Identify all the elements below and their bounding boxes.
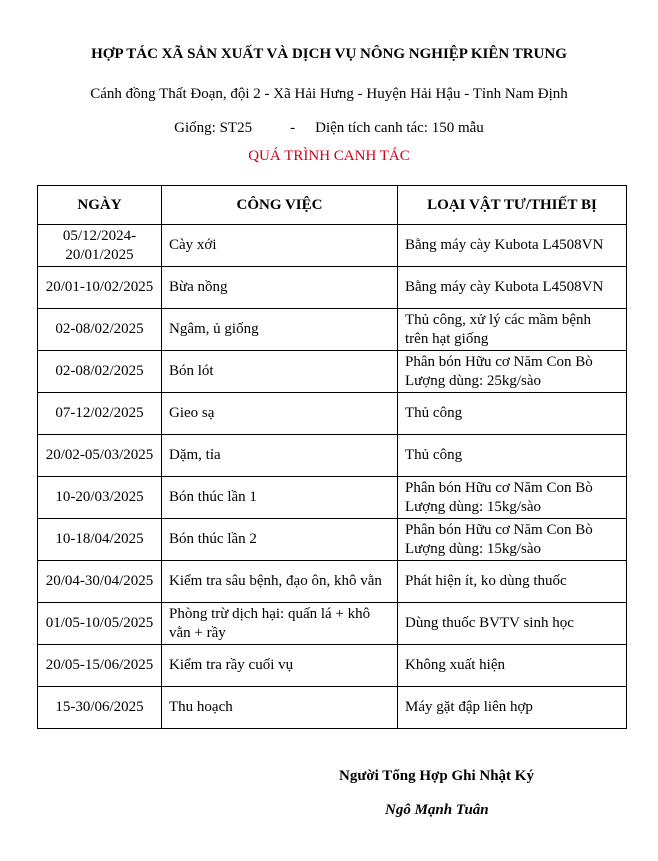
material-cell xyxy=(398,603,627,645)
task-cell xyxy=(162,561,398,603)
column-header-date: NGÀY xyxy=(38,186,162,225)
material-cell xyxy=(398,309,627,351)
date-cell-line: 20/02-05/03/2025 xyxy=(45,447,154,463)
date-cell-line: 02-08/02/2025 xyxy=(55,321,144,337)
table-header-row xyxy=(38,186,627,225)
material-cell-line: Bằng máy cày Kubota L4508VN xyxy=(405,237,604,253)
date-cell xyxy=(38,687,162,729)
date-cell-line: 07-12/02/2025 xyxy=(55,405,144,421)
task-cell xyxy=(162,267,398,309)
table-row xyxy=(38,519,627,561)
material-cell-line: Lượng dùng: 25kg/sào xyxy=(405,372,542,389)
task-cell xyxy=(162,393,398,435)
material-cell-line: Dùng thuốc BVTV sinh học xyxy=(405,615,574,631)
task-cell-line: Thu hoạch xyxy=(169,699,233,715)
task-cell-line: Ngâm, ủ giống xyxy=(169,321,259,337)
date-cell xyxy=(38,561,162,603)
task-cell-line: Kiểm tra sâu bệnh, đạo ôn, khô vằn xyxy=(169,573,382,589)
task-cell-line: Kiểm tra rầy cuối vụ xyxy=(169,657,294,673)
table-row xyxy=(38,225,627,267)
material-cell xyxy=(398,225,627,267)
task-cell-line: Gieo sạ xyxy=(169,405,215,421)
area-label: Diện tích canh tác: 150 mẫu xyxy=(315,120,484,136)
task-cell-line: Cày xới xyxy=(169,237,217,253)
task-cell xyxy=(162,309,398,351)
date-cell-line: 20/04-30/04/2025 xyxy=(45,573,154,589)
task-cell-line: Bừa nồng xyxy=(169,279,228,295)
table-row xyxy=(38,393,627,435)
table-row xyxy=(38,477,627,519)
date-cell xyxy=(38,225,162,267)
material-cell-line: Máy gặt đập liên hợp xyxy=(405,699,533,715)
date-cell-line: 05/12/2024- xyxy=(62,227,137,244)
date-cell xyxy=(38,351,162,393)
material-cell-line: Phân bón Hữu cơ Năm Con Bò xyxy=(405,479,593,496)
table-row xyxy=(38,267,627,309)
date-cell xyxy=(38,645,162,687)
task-cell-line: Phòng trừ dịch hại: quấn lá + khô xyxy=(169,605,371,622)
material-cell xyxy=(398,645,627,687)
material-cell xyxy=(398,477,627,519)
date-cell-line: 10-20/03/2025 xyxy=(55,489,144,505)
table-row xyxy=(38,309,627,351)
date-cell-line: 20/01-10/02/2025 xyxy=(45,279,154,295)
table-row xyxy=(38,435,627,477)
date-cell-line: 01/05-10/05/2025 xyxy=(45,615,154,631)
material-cell-line: Phát hiện ít, ko dùng thuốc xyxy=(405,573,567,589)
task-cell-line: vằn + rầy xyxy=(169,624,226,641)
field-location: Cánh đồng Thất Đoạn, đội 2 - Xã Hải Hưng - Huyện Hải Hậu - Tỉnh Nam Định xyxy=(90,86,568,102)
material-cell-line: Thủ công xyxy=(405,405,463,421)
material-cell-line: Bằng máy cày Kubota L4508VN xyxy=(405,279,604,295)
task-cell xyxy=(162,687,398,729)
table-body xyxy=(38,225,627,729)
task-cell xyxy=(162,435,398,477)
column-header-task: CÔNG VIỆC xyxy=(162,186,398,225)
date-cell xyxy=(38,477,162,519)
material-cell xyxy=(398,561,627,603)
date-cell-line: 15-30/06/2025 xyxy=(55,699,144,715)
date-cell xyxy=(38,267,162,309)
material-cell-line: Lượng dùng: 15kg/sào xyxy=(405,540,542,557)
material-cell-line: Lượng dùng: 15kg/sào xyxy=(405,498,542,515)
info-separator: - xyxy=(290,120,296,136)
signature-name: Ngô Mạnh Tuân xyxy=(385,802,489,818)
crop-info xyxy=(0,120,658,137)
material-cell-line: Thủ công xyxy=(405,447,463,463)
date-cell-line: 02-08/02/2025 xyxy=(55,363,144,379)
organization-title: HỢP TÁC XÃ SẢN XUẤT VÀ DỊCH VỤ NÔNG NGHIỆP KIÊN TRUNG xyxy=(91,46,567,62)
task-cell xyxy=(162,351,398,393)
date-cell xyxy=(38,435,162,477)
column-header-material: LOẠI VẬT TƯ/THIẾT BỊ xyxy=(398,186,627,225)
table-row xyxy=(38,645,627,687)
table-row xyxy=(38,561,627,603)
task-cell xyxy=(162,603,398,645)
material-cell-line: trên hạt giống xyxy=(405,330,489,347)
task-cell-line: Dặm, tỉa xyxy=(169,447,221,463)
task-cell xyxy=(162,519,398,561)
material-cell-line: Phân bón Hữu cơ Năm Con Bò xyxy=(405,521,593,538)
date-cell xyxy=(38,603,162,645)
section-title: QUÁ TRÌNH CANH TÁC xyxy=(248,148,410,164)
date-cell xyxy=(38,309,162,351)
date-cell-line: 10-18/04/2025 xyxy=(55,531,144,547)
task-cell xyxy=(162,645,398,687)
task-cell-line: Bón thúc lần 1 xyxy=(169,489,257,505)
date-cell xyxy=(38,519,162,561)
date-cell-line: 20/05-15/06/2025 xyxy=(45,657,154,673)
table-row xyxy=(38,687,627,729)
material-cell xyxy=(398,435,627,477)
cultivation-table xyxy=(37,185,627,729)
material-cell-line: Phân bón Hữu cơ Năm Con Bò xyxy=(405,353,593,370)
variety-label: Giống: ST25 xyxy=(174,120,253,136)
material-cell xyxy=(398,351,627,393)
signature-role: Người Tổng Hợp Ghi Nhật Ký xyxy=(339,768,534,784)
material-cell xyxy=(398,687,627,729)
task-cell-line: Bón thúc lần 2 xyxy=(169,531,257,547)
material-cell-line: Thủ công, xử lý các mầm bệnh xyxy=(405,311,591,328)
task-cell xyxy=(162,477,398,519)
task-cell xyxy=(162,225,398,267)
table-row xyxy=(38,351,627,393)
table-row xyxy=(38,603,627,645)
date-cell xyxy=(38,393,162,435)
material-cell xyxy=(398,393,627,435)
material-cell xyxy=(398,267,627,309)
task-cell-line: Bón lót xyxy=(169,363,214,379)
material-cell-line: Không xuất hiện xyxy=(405,657,505,673)
date-cell-line: 20/01/2025 xyxy=(65,246,134,263)
material-cell xyxy=(398,519,627,561)
